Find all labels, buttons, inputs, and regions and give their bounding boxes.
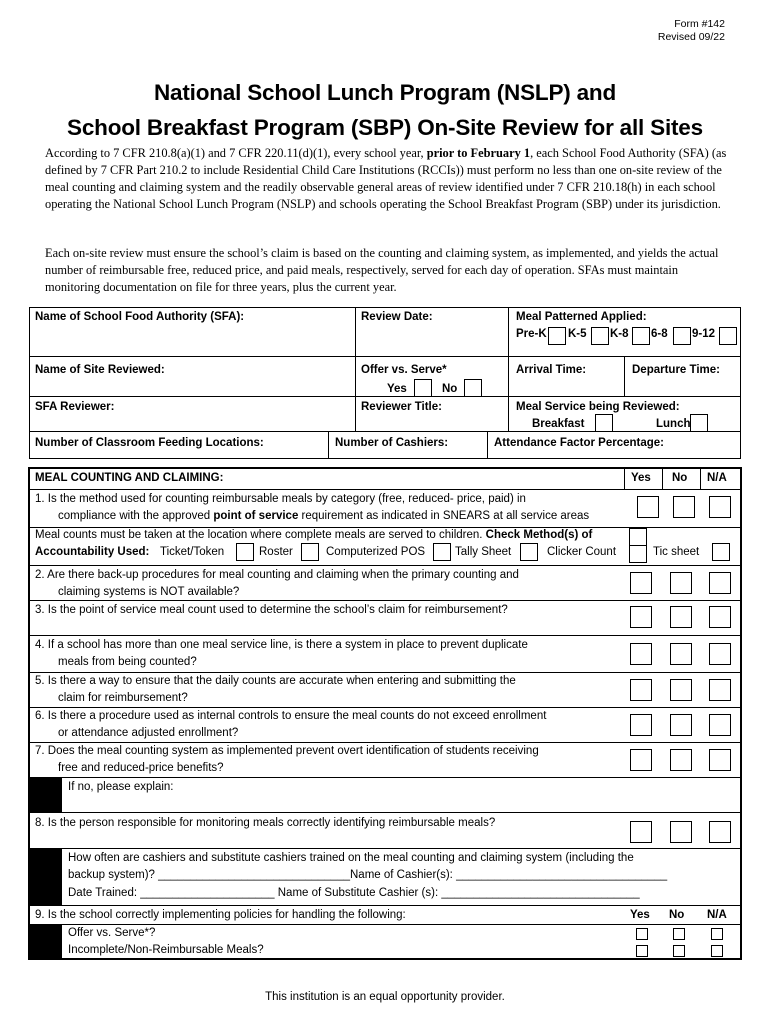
- offer-serve-yes-label: Yes: [387, 383, 407, 395]
- intro-paragraph-2: Each on-site review must ensure the school’s claim is based on the counting and claiming system, as implemented, and yields the actual number of reimbursable free, reduced price, and paid meals, respectively, served for each day of operation. SFAs must maintain monitoring documentation on file for three years, plus the current year.: [45, 246, 719, 294]
- method-pos-label: Computerized POS: [326, 546, 426, 558]
- form-number-block: [658, 18, 725, 44]
- method-clicker-checkbox[interactable]: [629, 545, 647, 563]
- question-9a: Offer vs. Serve*?: [68, 927, 156, 939]
- q7-no-checkbox[interactable]: [670, 749, 692, 771]
- shaded-cell: [29, 924, 62, 959]
- method-tic-checkbox[interactable]: [712, 543, 730, 561]
- method-tally-label: Tally Sheet: [455, 546, 512, 558]
- footer-statement: This institution is an equal opportunity provider.: [265, 991, 505, 1003]
- pos-methods-line1: [35, 527, 592, 545]
- q9a-na-checkbox[interactable]: [711, 928, 723, 940]
- q7-yes-checkbox[interactable]: [630, 749, 652, 771]
- method-ticket-label: Ticket/Token: [160, 546, 225, 558]
- question-4-line1: 4. If a school has more than one meal service line, is there a system in place to prevent duplicate: [35, 639, 528, 651]
- question-9b: Incomplete/Non-Reimbursable Meals?: [68, 944, 264, 956]
- question-6-line1: 6. Is there a procedure used as internal controls to ensure the meal counts do not exceed enrollment: [35, 710, 547, 722]
- q9-col-yes: Yes: [630, 909, 650, 921]
- grade-k5-checkbox[interactable]: [591, 327, 609, 345]
- reviewer-title-label: Reviewer Title:: [361, 401, 442, 413]
- intro-paragraph-1: [45, 145, 730, 213]
- offer-serve-label: Offer vs. Serve*: [361, 364, 447, 376]
- q5-yes-checkbox[interactable]: [630, 679, 652, 701]
- q2-na-checkbox[interactable]: [709, 572, 731, 594]
- q9a-no-checkbox[interactable]: [673, 928, 685, 940]
- q1-na-checkbox[interactable]: [709, 496, 731, 518]
- question-1-text-cont: requirement as indicated in SNEARS at all service areas: [298, 510, 590, 522]
- col-no-header: No: [672, 472, 688, 484]
- q5-na-checkbox[interactable]: [709, 679, 731, 701]
- shaded-cell: [29, 848, 62, 905]
- question-4-line2: meals from being counted?: [58, 656, 197, 668]
- q6-na-checkbox[interactable]: [709, 714, 731, 736]
- grade-6-8-label: 6-8: [651, 328, 668, 340]
- breakfast-label: Breakfast: [532, 418, 585, 430]
- q8-na-checkbox[interactable]: [709, 821, 731, 843]
- training-line1: How often are cashiers and substitute cashiers trained on the meal counting and claiming system (including the: [68, 852, 634, 864]
- page-title-line1: National School Lunch Program (NSLP) and: [153, 80, 617, 105]
- grade-9-12-checkbox[interactable]: [719, 327, 737, 345]
- offer-serve-no-checkbox[interactable]: [464, 379, 482, 397]
- q3-yes-checkbox[interactable]: [630, 606, 652, 628]
- question-7-line1: 7. Does the meal counting system as implemented prevent overt identification of students receiving: [35, 745, 539, 757]
- q1-yes-checkbox[interactable]: [637, 496, 659, 518]
- method-roster-checkbox[interactable]: [301, 543, 319, 561]
- site-name-field[interactable]: [30, 378, 354, 395]
- sfa-name-label: Name of School Food Authority (SFA):: [35, 311, 245, 323]
- lunch-checkbox[interactable]: [690, 414, 708, 432]
- q9a-yes-checkbox[interactable]: [636, 928, 648, 940]
- question-7-explain-field[interactable]: [63, 796, 739, 811]
- lunch-label: Lunch: [656, 418, 691, 430]
- sfa-reviewer-field[interactable]: [30, 415, 354, 430]
- breakfast-checkbox[interactable]: [595, 414, 613, 432]
- method-clicker-checkbox-top[interactable]: [629, 528, 647, 546]
- q4-yes-checkbox[interactable]: [630, 643, 652, 665]
- pos-methods-check: Check Method(s) of: [485, 529, 593, 541]
- q3-na-checkbox[interactable]: [709, 606, 731, 628]
- grade-k8-label: K-8: [610, 328, 629, 340]
- revised-date: Revised 09/22: [657, 31, 725, 43]
- method-pos-checkbox[interactable]: [433, 543, 451, 561]
- meal-service-label: Meal Service being Reviewed:: [516, 401, 680, 413]
- intro-p1-text-cont: , each School Food Authority (SFA) (as defined by 7 CFR Part 210.2 to include Residential Child Care Institutions (RCCIs)) must perform no less than one on-site review of the meal counting and claiming system and the readily observable general areas of review identified under 7 CFR 210.18(h) in each school operating the National School Lunch Program (NSLP) and schools operating the School Breakfast Program (SBP) under its jurisdiction.: [45, 146, 727, 211]
- question-3: 3. Is the point of service meal count used to determine the school’s claim for reimbursement?: [35, 604, 508, 616]
- page-title-line2: School Breakfast Program (SBP) On-Site Review for all Sites: [67, 115, 703, 140]
- meal-pattern-label: Meal Patterned Applied:: [516, 311, 647, 323]
- review-date-label: Review Date:: [361, 311, 433, 323]
- cashiers-count-label: Number of Cashiers:: [335, 437, 449, 449]
- grade-9-12-label: 9-12: [692, 328, 716, 340]
- question-1-bold: point of service: [213, 510, 299, 522]
- attendance-factor-label: Attendance Factor Percentage:: [494, 437, 664, 449]
- method-roster-label: Roster: [259, 546, 293, 558]
- question-1-text: compliance with the approved: [58, 510, 214, 522]
- pos-methods-label: Accountability Used:: [35, 546, 150, 558]
- col-na-header: N/A: [707, 472, 727, 484]
- site-name-label: Name of Site Reviewed:: [35, 364, 165, 376]
- intro-p1-deadline: prior to February 1: [426, 146, 531, 160]
- training-line3: Date Trained: _____________________ Name of Substitute Cashier (s): _______________________________: [68, 887, 640, 899]
- q4-na-checkbox[interactable]: [709, 643, 731, 665]
- q2-yes-checkbox[interactable]: [630, 572, 652, 594]
- intro-p1-text: According to 7 CFR 210.8(a)(1) and 7 CFR 220.11(d)(1), every school year,: [45, 146, 427, 160]
- question-1-line1: 1. Is the method used for counting reimbursable meals by category (free, reduced- price, paid) in: [35, 493, 526, 505]
- method-tally-checkbox[interactable]: [520, 543, 538, 561]
- question-6-line2: or attendance adjusted enrollment?: [58, 727, 239, 739]
- q3-no-checkbox[interactable]: [670, 606, 692, 628]
- q9b-no-checkbox[interactable]: [673, 945, 685, 957]
- grade-k5-label: K-5: [568, 328, 587, 340]
- question-7-explain-label: If no, please explain:: [68, 781, 174, 793]
- q8-no-checkbox[interactable]: [670, 821, 692, 843]
- review-date-field[interactable]: [356, 328, 507, 354]
- q9-col-no: No: [669, 909, 685, 921]
- shaded-cell: [29, 777, 62, 813]
- q9b-yes-checkbox[interactable]: [636, 945, 648, 957]
- offer-serve-no-label: No: [442, 383, 458, 395]
- q9-col-na: N/A: [707, 909, 727, 921]
- q6-no-checkbox[interactable]: [670, 714, 692, 736]
- sfa-name-field[interactable]: [30, 328, 354, 354]
- q8-yes-checkbox[interactable]: [630, 821, 652, 843]
- grade-k8-checkbox[interactable]: [632, 327, 650, 345]
- question-9: 9. Is the school correctly implementing policies for handling the following:: [35, 909, 406, 921]
- question-5-line1: 5. Is there a way to ensure that the daily counts are accurate when entering and submitting the: [35, 675, 516, 687]
- q4-no-checkbox[interactable]: [670, 643, 692, 665]
- grade-pre-k-checkbox[interactable]: [548, 327, 566, 345]
- arrival-time-label: Arrival Time:: [516, 364, 587, 376]
- method-ticket-checkbox[interactable]: [236, 543, 254, 561]
- q2-no-checkbox[interactable]: [670, 572, 692, 594]
- question-8: 8. Is the person responsible for monitoring meals correctly identifying reimbursable meals?: [35, 817, 496, 829]
- question-2-line1: 2. Are there back-up procedures for meal counting and claiming when the primary counting and: [35, 569, 519, 581]
- q7-na-checkbox[interactable]: [709, 749, 731, 771]
- grade-pre-k-label: Pre-K: [516, 328, 547, 340]
- section-heading: MEAL COUNTING AND CLAIMING:: [35, 472, 224, 484]
- question-1-line2: [58, 508, 589, 526]
- sfa-reviewer-label: SFA Reviewer:: [35, 401, 115, 413]
- question-7-line2: free and reduced-price benefits?: [58, 762, 224, 774]
- col-yes-header: Yes: [631, 472, 651, 484]
- method-clicker-label: Clicker Count: [547, 546, 617, 558]
- method-tic-label: Tic sheet: [653, 546, 700, 558]
- question-2-line2: claiming systems is NOT available?: [58, 586, 240, 598]
- pos-methods-text: Meal counts must be taken at the location where complete meals are served to children.: [35, 529, 486, 541]
- departure-time-label: Departure Time:: [632, 364, 720, 376]
- q5-no-checkbox[interactable]: [670, 679, 692, 701]
- q9b-na-checkbox[interactable]: [711, 945, 723, 957]
- offer-serve-yes-checkbox[interactable]: [414, 379, 432, 397]
- q1-no-checkbox[interactable]: [673, 496, 695, 518]
- form-number: Form #142: [674, 18, 725, 30]
- question-5-line2: claim for reimbursement?: [58, 692, 188, 704]
- training-line2: backup system)? ______________________________Name of Cashier(s): _________________________________: [68, 869, 668, 881]
- classroom-locations-label: Number of Classroom Feeding Locations:: [35, 437, 264, 449]
- q6-yes-checkbox[interactable]: [630, 714, 652, 736]
- grade-6-8-checkbox[interactable]: [673, 327, 691, 345]
